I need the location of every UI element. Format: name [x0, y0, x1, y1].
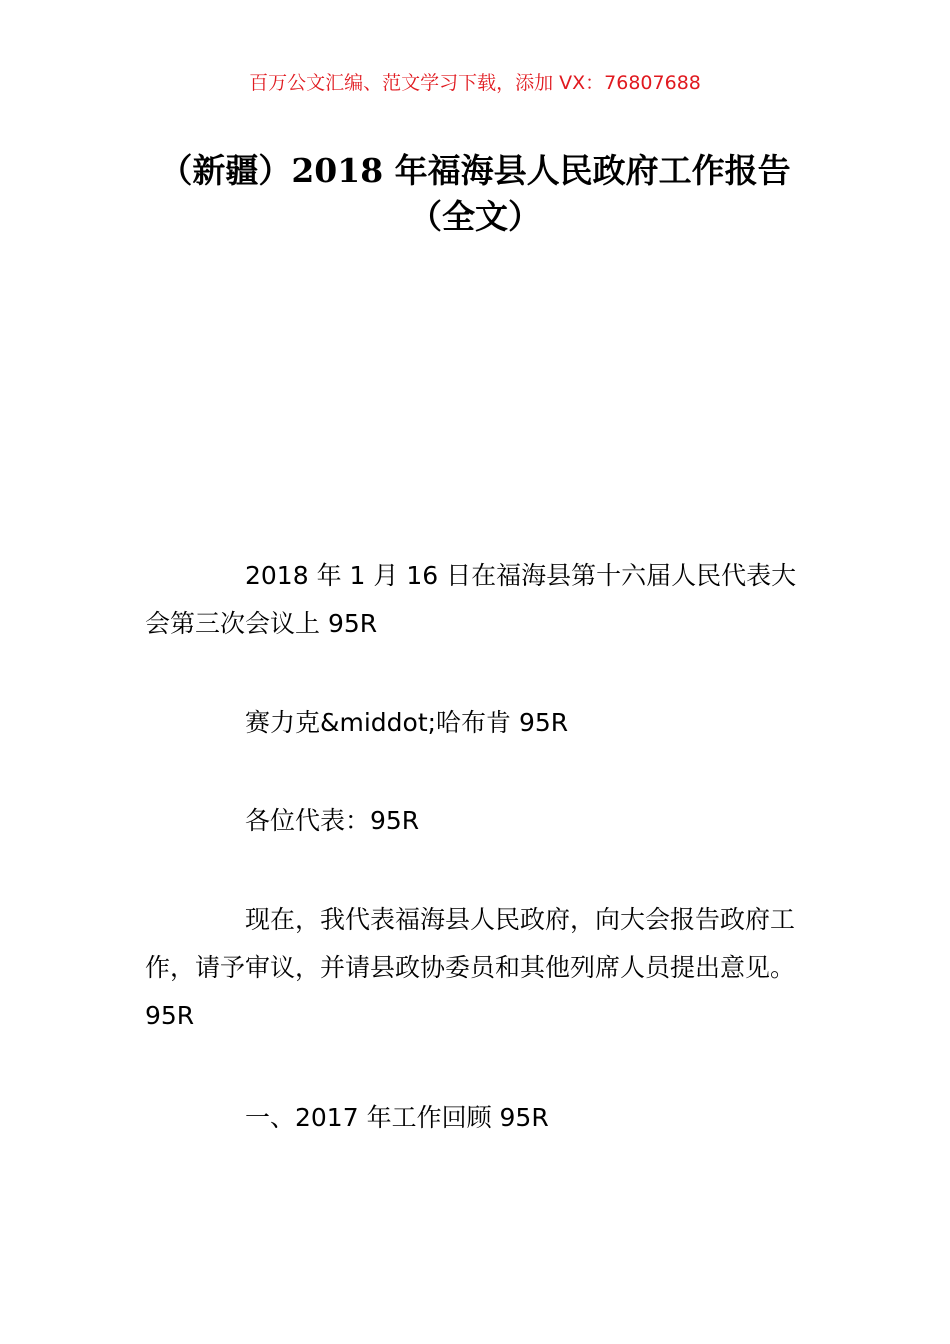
document-title-line-1: （新疆）2018 年福海县人民政府工作报告 — [159, 151, 791, 190]
header-contact-note: 百万公文汇编、范文学习下载，添加 VX：76807688 — [249, 72, 701, 94]
paragraph-salutation: 各位代表：95R — [245, 806, 420, 835]
document-title — [140, 148, 810, 240]
document-title-line-2: （全文） — [409, 197, 541, 236]
paragraph-meeting-info: 2018 年 1 月 16 日在福海县第十六届人民代表大会第三次会议上 95R — [145, 561, 797, 638]
paragraph-speaker: 赛力克&middot;哈布肯 95R — [245, 708, 569, 737]
paragraph-introduction: 现在，我代表福海县人民政府，向大会报告政府工作，请予审议，并请县政协委员和其他列席人员提出意见。95R — [145, 905, 796, 1030]
section-heading-review: 一、2017 年工作回顾 95R — [245, 1103, 549, 1132]
